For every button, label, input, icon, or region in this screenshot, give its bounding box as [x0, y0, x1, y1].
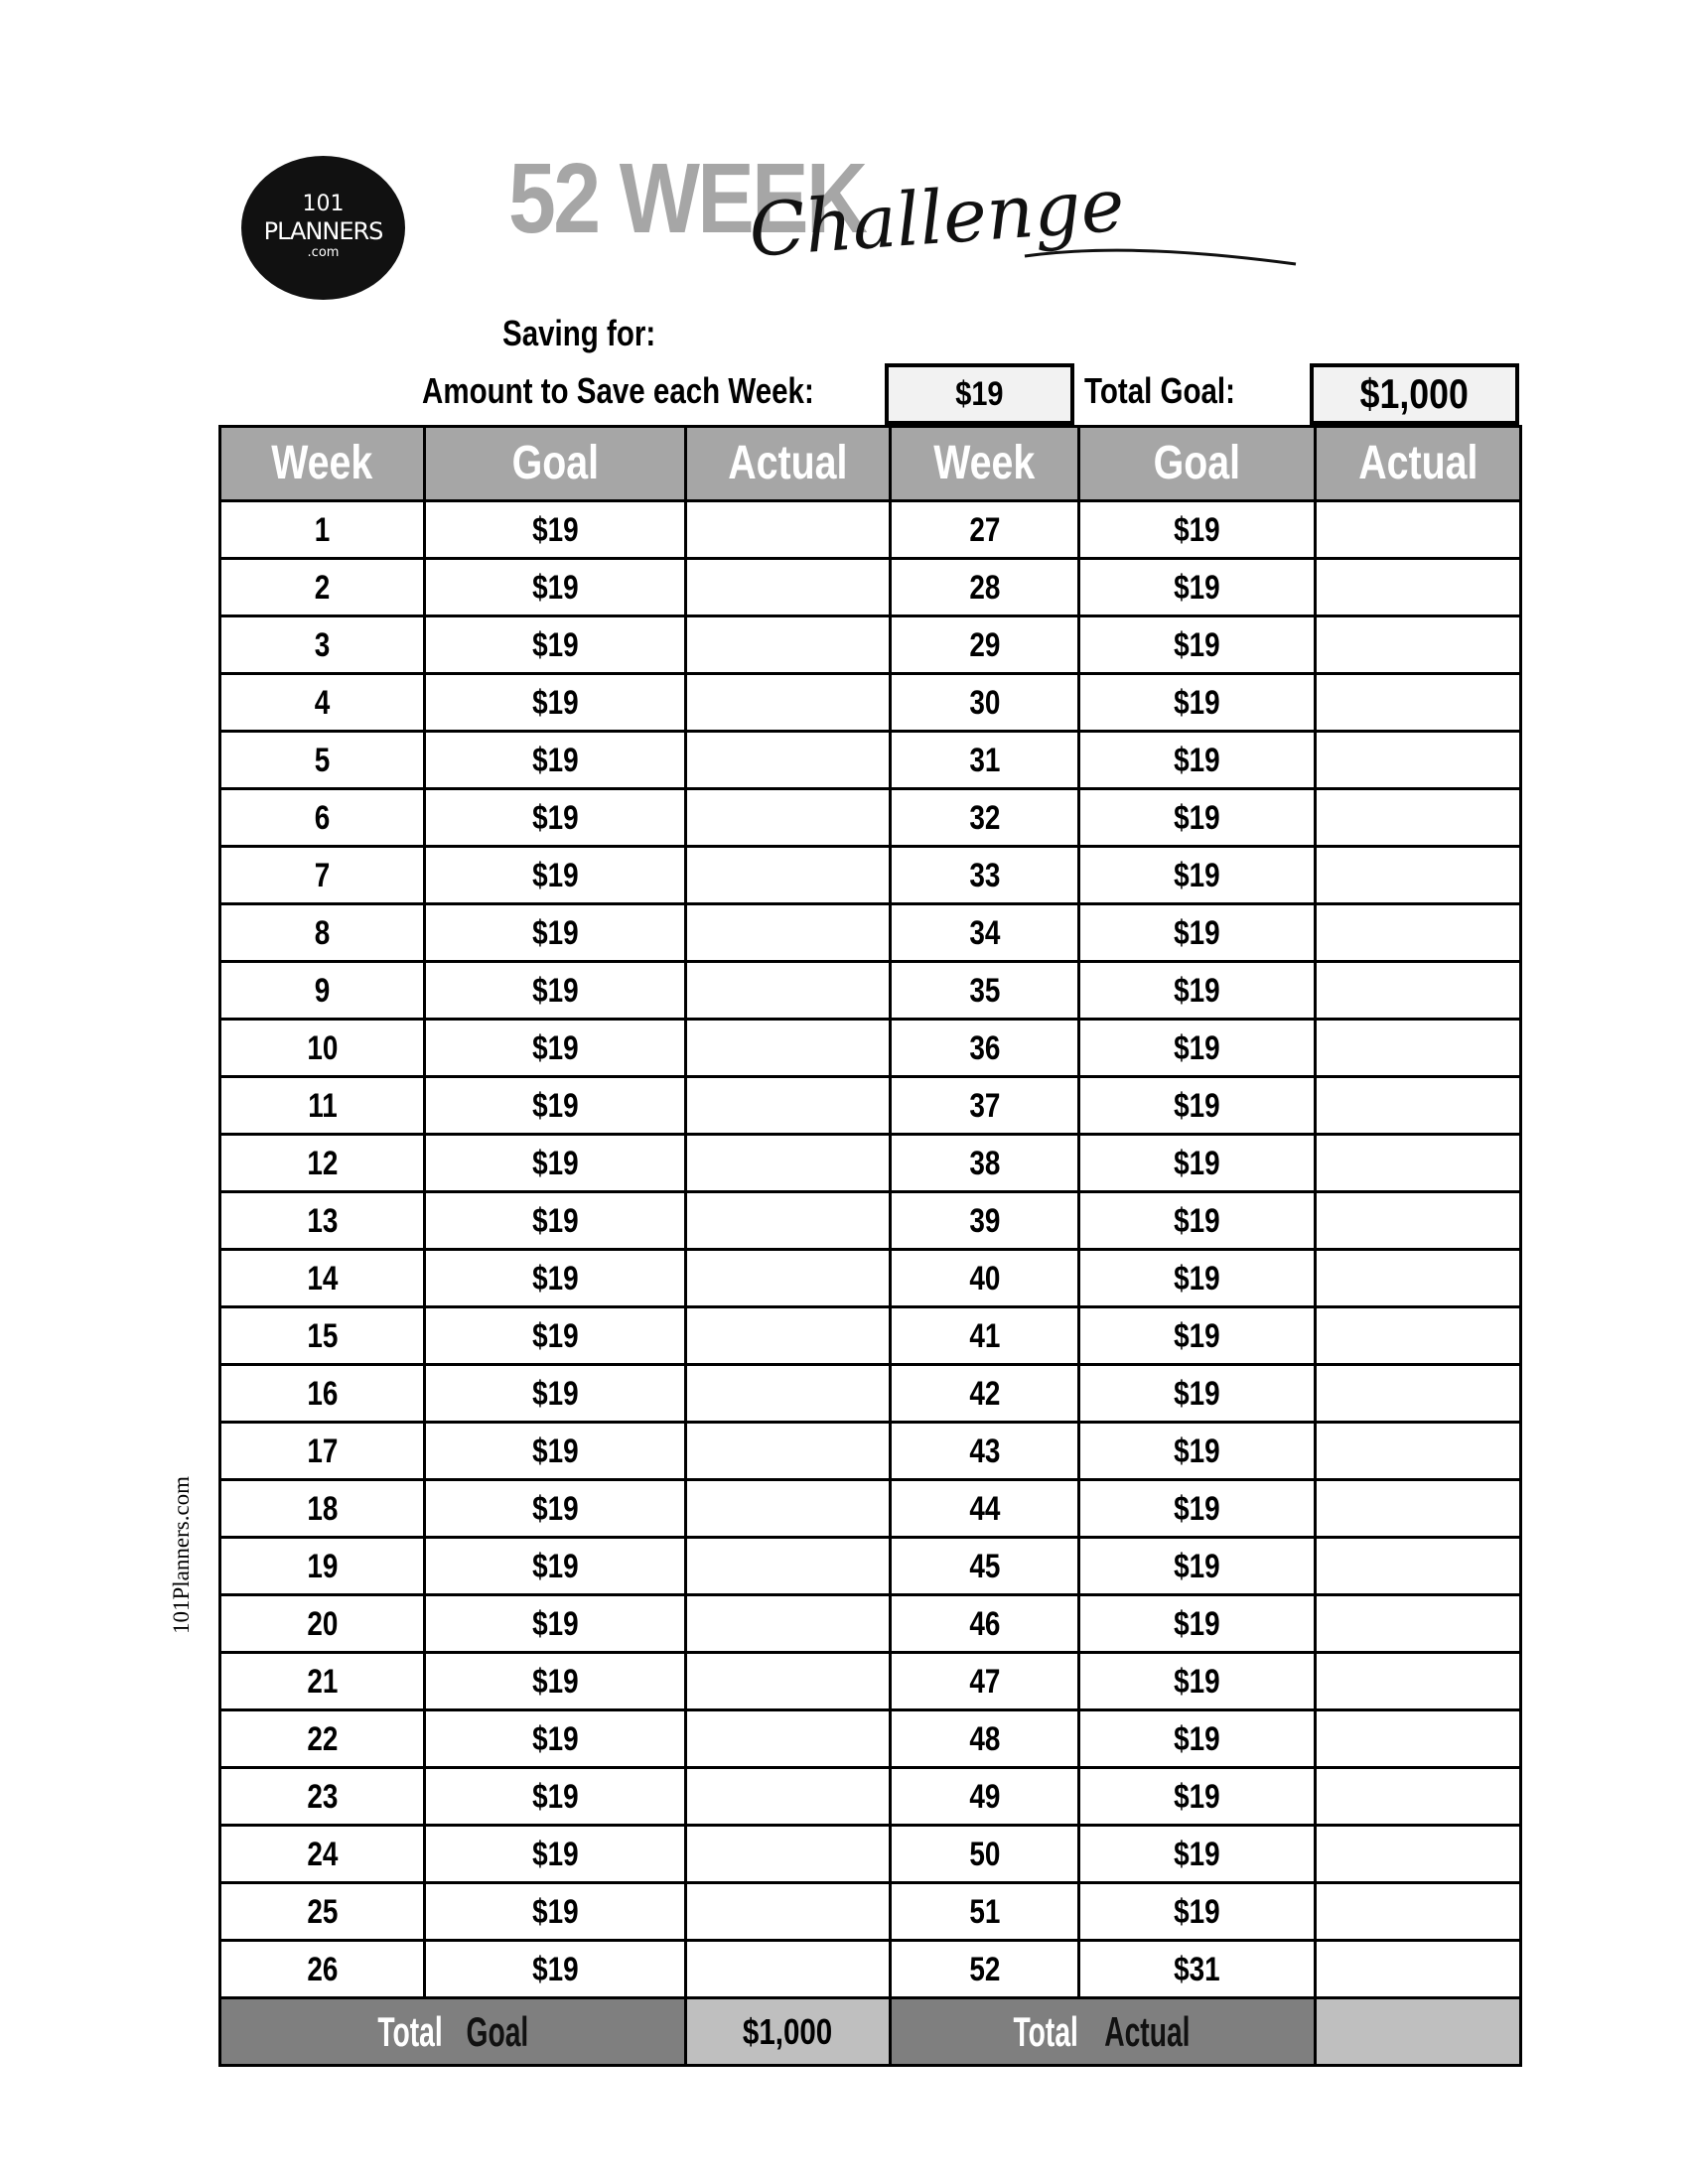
- goal-cell: $19: [425, 1365, 686, 1423]
- goal-cell: $19: [1079, 1250, 1316, 1307]
- week-cell: 5: [220, 732, 425, 789]
- week-cell: 42: [891, 1365, 1079, 1423]
- goal-cell: $19: [425, 1653, 686, 1710]
- actual-cell[interactable]: [686, 1135, 891, 1192]
- goal-cell: $19: [1079, 616, 1316, 674]
- week-cell: 1: [220, 501, 425, 559]
- actual-cell[interactable]: [686, 904, 891, 962]
- goal-cell: $19: [1079, 1192, 1316, 1250]
- title-script: Challenge: [746, 162, 1128, 274]
- total-row: [220, 1998, 1521, 2066]
- week-cell: 25: [220, 1883, 425, 1941]
- goal-cell: $19: [425, 1941, 686, 1998]
- header-actual-1: Actual: [686, 427, 891, 501]
- title-swash-decoration: [1023, 234, 1301, 274]
- week-cell: 18: [220, 1480, 425, 1538]
- table-row: [220, 1826, 1521, 1883]
- week-cell: 32: [891, 789, 1079, 847]
- actual-cell[interactable]: [1316, 732, 1521, 789]
- week-cell: 16: [220, 1365, 425, 1423]
- goal-cell: $19: [1079, 1768, 1316, 1826]
- table-row: [220, 616, 1521, 674]
- week-cell: 12: [220, 1135, 425, 1192]
- actual-cell[interactable]: [1316, 616, 1521, 674]
- actual-cell[interactable]: [1316, 1020, 1521, 1077]
- week-cell: 2: [220, 559, 425, 616]
- actual-cell[interactable]: [686, 732, 891, 789]
- week-cell: 29: [891, 616, 1079, 674]
- actual-cell[interactable]: [1316, 1710, 1521, 1768]
- actual-cell[interactable]: [1316, 1250, 1521, 1307]
- week-cell: 23: [220, 1768, 425, 1826]
- actual-cell[interactable]: [1316, 1365, 1521, 1423]
- week-cell: 21: [220, 1653, 425, 1710]
- goal-cell: $19: [1079, 1595, 1316, 1653]
- actual-cell[interactable]: [1316, 1595, 1521, 1653]
- goal-cell: $19: [1079, 1538, 1316, 1595]
- week-cell: 26: [220, 1941, 425, 1998]
- goal-cell: $19: [1079, 1365, 1316, 1423]
- table-row: [220, 1423, 1521, 1480]
- table-row: [220, 904, 1521, 962]
- goal-cell: $19: [1079, 1826, 1316, 1883]
- goal-cell: $19: [425, 1595, 686, 1653]
- actual-cell[interactable]: [1316, 1480, 1521, 1538]
- week-cell: 15: [220, 1307, 425, 1365]
- week-cell: 45: [891, 1538, 1079, 1595]
- actual-cell[interactable]: [1316, 1077, 1521, 1135]
- goal-cell: $19: [1079, 1653, 1316, 1710]
- table-row: [220, 847, 1521, 904]
- title-main: 52 WEEK: [508, 143, 866, 254]
- header-row: [220, 427, 1521, 501]
- week-cell: 47: [891, 1653, 1079, 1710]
- goal-cell: $19: [425, 1307, 686, 1365]
- goal-cell: $19: [425, 1423, 686, 1480]
- logo-line-1: 101: [302, 192, 345, 216]
- goal-cell: $19: [1079, 1020, 1316, 1077]
- goal-cell: $19: [425, 847, 686, 904]
- goal-cell: $19: [1079, 732, 1316, 789]
- goal-cell: $19: [1079, 904, 1316, 962]
- week-cell: 8: [220, 904, 425, 962]
- table-row: [220, 962, 1521, 1020]
- header-week-1: Week: [220, 427, 425, 501]
- actual-cell[interactable]: [686, 1941, 891, 1998]
- week-cell: 34: [891, 904, 1079, 962]
- goal-cell: $19: [425, 1250, 686, 1307]
- actual-cell[interactable]: [686, 1192, 891, 1250]
- week-cell: 39: [891, 1192, 1079, 1250]
- header-goal-2: Goal: [1079, 427, 1316, 501]
- week-cell: 28: [891, 559, 1079, 616]
- week-cell: 19: [220, 1538, 425, 1595]
- goal-cell: $19: [1079, 674, 1316, 732]
- actual-cell[interactable]: [686, 1307, 891, 1365]
- table-row: [220, 501, 1521, 559]
- week-cell: 22: [220, 1710, 425, 1768]
- actual-cell[interactable]: [686, 1653, 891, 1710]
- actual-cell[interactable]: [686, 616, 891, 674]
- amount-field[interactable]: [885, 363, 1074, 425]
- week-cell: 35: [891, 962, 1079, 1020]
- actual-cell[interactable]: [1316, 501, 1521, 559]
- goal-cell: $19: [1079, 559, 1316, 616]
- goal-cell: $19: [425, 1768, 686, 1826]
- week-cell: 17: [220, 1423, 425, 1480]
- goal-cell: $19: [425, 501, 686, 559]
- table-row: [220, 1250, 1521, 1307]
- week-cell: 33: [891, 847, 1079, 904]
- week-cell: 52: [891, 1941, 1079, 1998]
- week-cell: 48: [891, 1710, 1079, 1768]
- goal-cell: $19: [425, 1538, 686, 1595]
- goal-cell: $19: [1079, 1135, 1316, 1192]
- table-row: [220, 1653, 1521, 1710]
- table-row: [220, 1538, 1521, 1595]
- actual-cell[interactable]: [686, 1538, 891, 1595]
- goal-cell: $19: [425, 904, 686, 962]
- week-cell: 4: [220, 674, 425, 732]
- week-cell: 24: [220, 1826, 425, 1883]
- goal-cell: $19: [1079, 789, 1316, 847]
- total-goal-value-cell: $1,000: [686, 1998, 891, 2066]
- actual-cell[interactable]: [1316, 1135, 1521, 1192]
- header-actual-2: Actual: [1316, 427, 1521, 501]
- goal-cell: $19: [425, 962, 686, 1020]
- actual-cell[interactable]: [686, 1480, 891, 1538]
- actual-cell[interactable]: [686, 1365, 891, 1423]
- amount-value: $19: [955, 374, 1004, 413]
- actual-cell[interactable]: [686, 1710, 891, 1768]
- goal-cell: $19: [1079, 1883, 1316, 1941]
- table-row: [220, 789, 1521, 847]
- week-cell: 44: [891, 1480, 1079, 1538]
- table-row: [220, 559, 1521, 616]
- table-row: [220, 1365, 1521, 1423]
- total-goal-value: $1,000: [1359, 370, 1470, 417]
- actual-cell[interactable]: [1316, 674, 1521, 732]
- goal-cell: $31: [1079, 1941, 1316, 1998]
- actual-cell[interactable]: [1316, 1192, 1521, 1250]
- actual-cell[interactable]: [686, 1077, 891, 1135]
- table-row: [220, 732, 1521, 789]
- actual-cell[interactable]: [1316, 1826, 1521, 1883]
- goal-cell: $19: [425, 674, 686, 732]
- goal-cell: $19: [425, 1480, 686, 1538]
- week-cell: 9: [220, 962, 425, 1020]
- actual-cell[interactable]: [686, 1595, 891, 1653]
- week-cell: 40: [891, 1250, 1079, 1307]
- table-row: [220, 674, 1521, 732]
- week-cell: 11: [220, 1077, 425, 1135]
- savings-table: [218, 425, 1522, 2067]
- goal-cell: $19: [1079, 1077, 1316, 1135]
- goal-cell: $19: [425, 1883, 686, 1941]
- actual-cell[interactable]: [1316, 789, 1521, 847]
- goal-cell: $19: [1079, 847, 1316, 904]
- actual-cell[interactable]: [1316, 1883, 1521, 1941]
- goal-cell: $19: [1079, 1480, 1316, 1538]
- actual-cell[interactable]: [1316, 559, 1521, 616]
- goal-cell: $19: [425, 1710, 686, 1768]
- total-actual-value-cell[interactable]: [1316, 1998, 1521, 2066]
- table-row: [220, 1883, 1521, 1941]
- goal-cell: $19: [1079, 1423, 1316, 1480]
- table-row: [220, 1135, 1521, 1192]
- logo: [241, 156, 405, 300]
- goal-cell: $19: [425, 1826, 686, 1883]
- actual-cell[interactable]: [1316, 1538, 1521, 1595]
- side-watermark: 101Planners.com: [169, 1475, 194, 1634]
- goal-cell: $19: [1079, 1710, 1316, 1768]
- table-row: [220, 1710, 1521, 1768]
- actual-cell[interactable]: [686, 559, 891, 616]
- goal-cell: $19: [1079, 1307, 1316, 1365]
- week-cell: 36: [891, 1020, 1079, 1077]
- week-cell: 6: [220, 789, 425, 847]
- actual-cell[interactable]: [686, 1423, 891, 1480]
- week-cell: 51: [891, 1883, 1079, 1941]
- header-week-2: Week: [891, 427, 1079, 501]
- week-cell: 13: [220, 1192, 425, 1250]
- actual-cell[interactable]: [1316, 1307, 1521, 1365]
- week-cell: 10: [220, 1020, 425, 1077]
- actual-cell[interactable]: [686, 962, 891, 1020]
- total-actual-label-cell: Total Actual: [891, 1998, 1316, 2066]
- logo-line-3: .com: [307, 245, 340, 260]
- total-goal-label: Total Goal:: [1084, 370, 1235, 411]
- week-cell: 38: [891, 1135, 1079, 1192]
- table-row: [220, 1595, 1521, 1653]
- week-cell: 27: [891, 501, 1079, 559]
- goal-cell: $19: [425, 732, 686, 789]
- week-cell: 31: [891, 732, 1079, 789]
- goal-cell: $19: [425, 1135, 686, 1192]
- actual-cell[interactable]: [686, 789, 891, 847]
- table-row: [220, 1941, 1521, 1998]
- goal-cell: $19: [425, 559, 686, 616]
- amount-label: Amount to Save each Week:: [422, 370, 814, 411]
- actual-cell[interactable]: [1316, 904, 1521, 962]
- goal-cell: $19: [425, 1077, 686, 1135]
- actual-cell[interactable]: [1316, 962, 1521, 1020]
- actual-cell[interactable]: [1316, 847, 1521, 904]
- goal-cell: $19: [425, 616, 686, 674]
- actual-cell[interactable]: [1316, 1653, 1521, 1710]
- actual-cell[interactable]: [686, 1826, 891, 1883]
- table-row: [220, 1307, 1521, 1365]
- goal-cell: $19: [425, 1192, 686, 1250]
- week-cell: 41: [891, 1307, 1079, 1365]
- goal-cell: $19: [425, 789, 686, 847]
- actual-cell[interactable]: [686, 1250, 891, 1307]
- week-cell: 49: [891, 1768, 1079, 1826]
- week-cell: 46: [891, 1595, 1079, 1653]
- goal-cell: $19: [1079, 501, 1316, 559]
- actual-cell[interactable]: [686, 1020, 891, 1077]
- goal-cell: $19: [1079, 962, 1316, 1020]
- actual-cell[interactable]: [1316, 1423, 1521, 1480]
- week-cell: 20: [220, 1595, 425, 1653]
- logo-line-2: PLANNERS: [263, 217, 383, 245]
- week-cell: 7: [220, 847, 425, 904]
- week-cell: 50: [891, 1826, 1079, 1883]
- week-cell: 30: [891, 674, 1079, 732]
- week-cell: 14: [220, 1250, 425, 1307]
- table-row: [220, 1480, 1521, 1538]
- table-row: [220, 1192, 1521, 1250]
- week-cell: 3: [220, 616, 425, 674]
- actual-cell[interactable]: [686, 847, 891, 904]
- actual-cell[interactable]: [686, 501, 891, 559]
- actual-cell[interactable]: [686, 1883, 891, 1941]
- actual-cell[interactable]: [686, 1768, 891, 1826]
- saving-for-label: Saving for:: [502, 313, 656, 353]
- actual-cell[interactable]: [1316, 1768, 1521, 1826]
- total-goal-label-cell: Total Goal: [220, 1998, 686, 2066]
- header-goal-1: Goal: [425, 427, 686, 501]
- week-cell: 43: [891, 1423, 1079, 1480]
- table-row: [220, 1020, 1521, 1077]
- goal-cell: $19: [425, 1020, 686, 1077]
- actual-cell[interactable]: [686, 674, 891, 732]
- table-row: [220, 1768, 1521, 1826]
- total-goal-field[interactable]: [1310, 363, 1519, 425]
- actual-cell[interactable]: [1316, 1941, 1521, 1998]
- table-row: [220, 1077, 1521, 1135]
- week-cell: 37: [891, 1077, 1079, 1135]
